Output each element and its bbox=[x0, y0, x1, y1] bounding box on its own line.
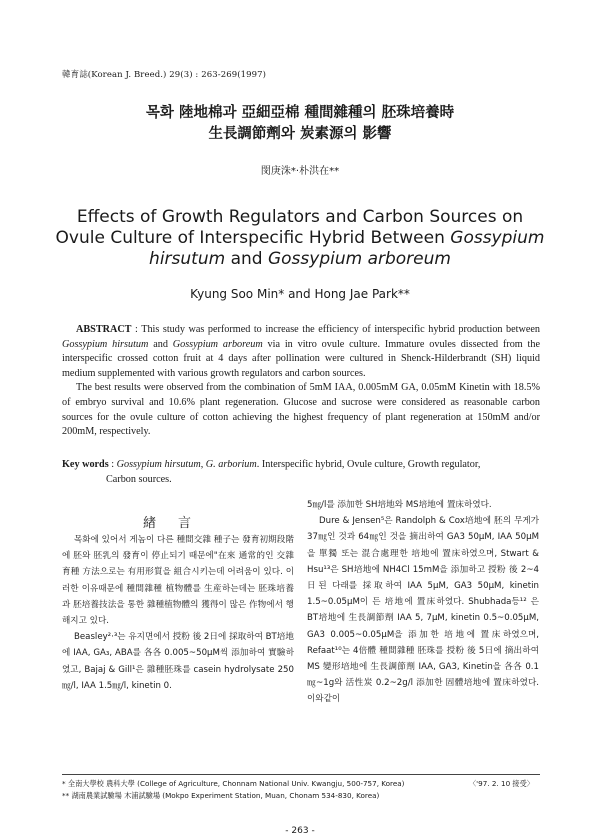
korean-title bbox=[60, 103, 540, 145]
korean-title-line-1: 목화 陸地棉과 亞細亞棉 種間雜種의 胚珠培養時 bbox=[145, 105, 455, 121]
keywords-line-1 bbox=[62, 458, 540, 473]
abstract-paragraph-1 bbox=[62, 323, 540, 381]
korean-authors: 閔庚洙*·朴洪在** bbox=[260, 166, 340, 177]
keywords-text: . Interspecific hybrid, Ovule culture, Growth regulator, bbox=[256, 459, 481, 470]
species-name: Gossypium arboreum bbox=[172, 338, 263, 350]
footnotes bbox=[62, 778, 540, 801]
footnote-affiliation-1: * 全南大學校 農科大學 (College of Agriculture, Chonnam National Univ. Kwangju, 500-757, Korea) bbox=[62, 779, 405, 788]
species-name: Gossypium hirsutum bbox=[62, 338, 149, 350]
keywords-line-2: Carbon sources. bbox=[106, 473, 172, 485]
intro-paragraph-3: 5㎎/l를 添加한 SH培地와 MS培地에 置床하였다. bbox=[307, 500, 492, 510]
english-title-line-1: Effects of Growth Regulators and Carbon Sources on bbox=[76, 207, 524, 227]
abstract-text: via in vitro ovule culture. Immature ovules dissected from the interspecific crossed cotton fruit at 4 days after pollination were cultured in Shenck-Hilderbrandt (SH) liquid medium supplemented with various growth regulators and carbon sources. bbox=[62, 338, 540, 379]
english-title bbox=[40, 207, 560, 270]
intro-paragraph-1: 목화에 있어서 게놈이 다른 種間交雜 種子는 發育初期段階에 胚와 胚乳의 發育이 停止되기 때문에"在來 通常的인 交雜育種 方法으로는 有用形質을 組合시키는데 어려움이 있다. 이러한 이유때문에 種間雜種 植物體를 生産하는데는 胚珠培養과 胚培養技法을 통한 雜種植物體의 獲得이 많은 作物에서 행해지고 있다. bbox=[62, 535, 294, 627]
keywords-label: Key words bbox=[62, 459, 109, 470]
title-text: and bbox=[225, 249, 268, 269]
intro-paragraph-2: Beasley²·³는 유지면에서 授粉 後 2日에 採取하여 BT培地에 IAA, GA₃, ABA를 各各 0.005~50μM씩 添加하여 實驗하였고, Bajaj & Gill¹은 雜種胚珠를 casein hydrolysate 250㎎/l, IAA 1.5㎎/l, kinetin 0. bbox=[62, 632, 294, 691]
section-heading-introduction: 緖言 bbox=[142, 516, 213, 531]
footnote-row-1 bbox=[62, 778, 540, 790]
abstract bbox=[62, 323, 540, 440]
keyword-species: Gossypium hirsutum bbox=[116, 459, 201, 470]
journal-citation: 韓育誌(Korean J. Breed.) 29(3) : 263-269(1997) bbox=[62, 70, 267, 80]
intro-paragraph-4: Dure & Jensen⁵은 Randolph & Cox培地에 胚의 무게가 37㎎인 것과 64㎎인 것을 摘出하여 GA3 50μM, IAA 50μM을 單獨 또는 混合處理한 培地에 置床하였으며, Stwart & Hsu¹³은 SH培地에 NH4Cl 15mM을 添加하고 授粉 後 2~4日된 다래를 採取하여 IAA 5μM, GA3 50μM, kinetin 1.5~0.05μM이 든 培地에 置床하였다. Shubhada등¹² 은 BT培地에 生長調節劑 IAA 5, 7μM, kinetin 0.5~0.05μM, GA3 0.005~0.05μM을 添加한 培地에 置床하였으며, Refaat¹⁰는 4倍體 種間雜種 胚珠를 授粉 後 5日에 摘出하여 MS 變形培地에 生長調節劑 IAA, GA3, Kinetin을 各各 0.1㎎~1g와 活性炭 0.2~2g/l 添加한 固體培地에 置床하였다. 이와같이 bbox=[307, 516, 539, 705]
title-text: Ovule Culture of Interspecific Hybrid Between bbox=[55, 228, 451, 248]
keywords-separator: : bbox=[108, 459, 117, 470]
page-number: - 263 - bbox=[285, 826, 315, 836]
abstract-text: : This study was performed to increase the efficiency of interspecific hybrid production between bbox=[131, 324, 540, 335]
title-species: Gossypium bbox=[450, 228, 545, 248]
keywords-separator: , bbox=[200, 459, 206, 470]
footnote-affiliation-2: ** 湖南農業試驗場 木浦試驗場 (Mokpo Experiment Station, Muan, Chonam 534-830, Korea) bbox=[62, 790, 380, 800]
abstract-paragraph-2: The best results were observed from the combination of 5mM IAA, 0.005mM GA, 0.05mM Kinetin with 18.5% of embryo survival and 10.6% plant regeneration. Glucose and sucrose were considered as reasonable carbon sources for the ovule culture of cotton achieving the highest frequency of plant regeneration at 150mM and/or 200mM, respectively. bbox=[62, 382, 540, 438]
title-species: Gossypium arboreum bbox=[267, 249, 451, 269]
title-species: hirsutum bbox=[149, 249, 226, 269]
keyword-species: G. arborium bbox=[205, 459, 257, 470]
right-column bbox=[307, 497, 539, 708]
footnote-divider bbox=[62, 774, 540, 775]
abstract-label: ABSTRACT bbox=[76, 324, 132, 335]
english-title-line-2 bbox=[40, 228, 560, 249]
keywords bbox=[62, 458, 540, 487]
abstract-text: and bbox=[148, 338, 173, 350]
english-title-line-3 bbox=[40, 249, 560, 270]
english-authors: Kyung Soo Min* and Hong Jae Park** bbox=[190, 287, 410, 301]
left-column bbox=[62, 532, 294, 694]
korean-title-line-2: 生長調節劑와 炭素源의 影響 bbox=[208, 126, 392, 142]
received-date: 〈'97. 2. 10 接受〉 bbox=[468, 779, 534, 788]
